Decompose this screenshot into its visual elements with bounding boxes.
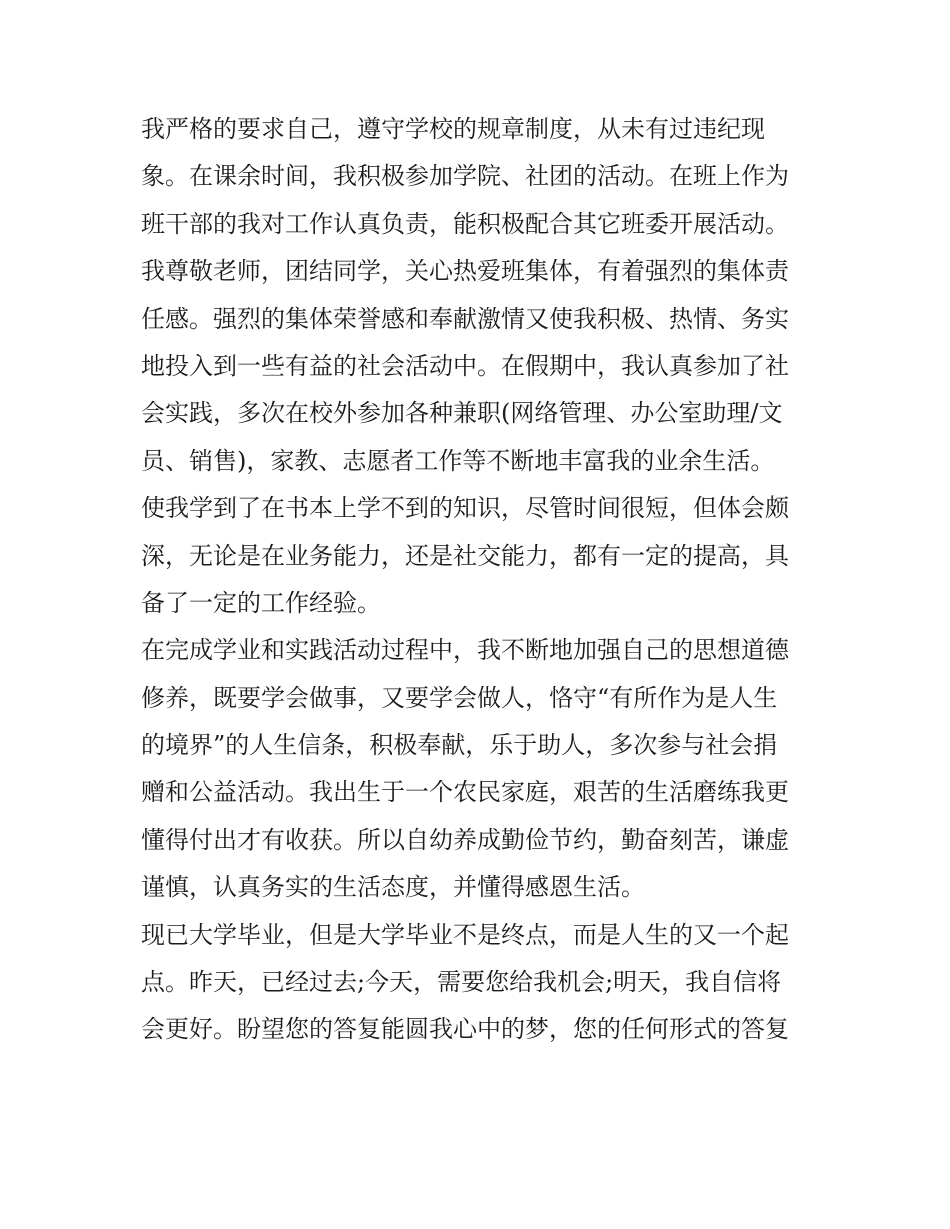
- document-body: [141, 106, 816, 1054]
- text-line: 象。在课余时间，我积极参加学院、社团的活动。在班上作为: [141, 162, 789, 191]
- text-line: 我严格的要求自己，遵守学校的规章制度，从未有过违纪现: [141, 115, 765, 143]
- text-line: 的境界”的人生信条，积极奉献，乐于助人，多次参与社会捐: [141, 731, 778, 760]
- text-line: 修养，既要学会做事，又要学会做人，恪守“有所作为是人生: [141, 683, 778, 712]
- text-line: 我尊敬老师，团结同学，关心热爱班集体，有着强烈的集体责: [141, 257, 789, 286]
- text-line: 会实践，多次在校外参加各种兼职(网络管理、办公室助理/文: [141, 399, 783, 428]
- text-line: 员、销售)，家教、志愿者工作等不断地丰富我的业余生活。: [141, 446, 775, 475]
- text-line: 深，无论是在业务能力，还是社交能力，都有一定的提高，具: [141, 541, 789, 570]
- text-line: 地投入到一些有益的社会活动中。在假期中，我认真参加了社: [141, 351, 789, 380]
- text-line: 会更好。盼望您的答复能圆我心中的梦，您的任何形式的答复: [141, 1015, 789, 1044]
- text-line: 任感。强烈的集体荣誉感和奉献激情又使我积极、热情、务实: [141, 304, 789, 333]
- text-line: 点。昨天，已经过去;今天，需要您给我机会;明天，我自信将: [141, 968, 782, 997]
- text-line: 谨慎，认真务实的生活态度，并懂得感恩生活。: [141, 873, 645, 902]
- text-line: 班干部的我对工作认真负责，能积极配合其它班委开展活动。: [141, 209, 789, 238]
- text-line: 现已大学毕业，但是大学毕业不是终点，而是人生的又一个起: [141, 920, 789, 949]
- text-line: 赠和公益活动。我出生于一个农民家庭，艰苦的生活磨练我更: [141, 778, 789, 807]
- text-line: 懂得付出才有收获。所以自幼养成勤俭节约，勤奋刻苦，谦虚: [141, 825, 789, 854]
- text-line: 备了一定的工作经验。: [141, 588, 381, 617]
- text-line: 在完成学业和实践活动过程中，我不断地加强自己的思想道德: [141, 636, 789, 665]
- text-line: 使我学到了在书本上学不到的知识，尽管时间很短，但体会颇: [141, 494, 789, 523]
